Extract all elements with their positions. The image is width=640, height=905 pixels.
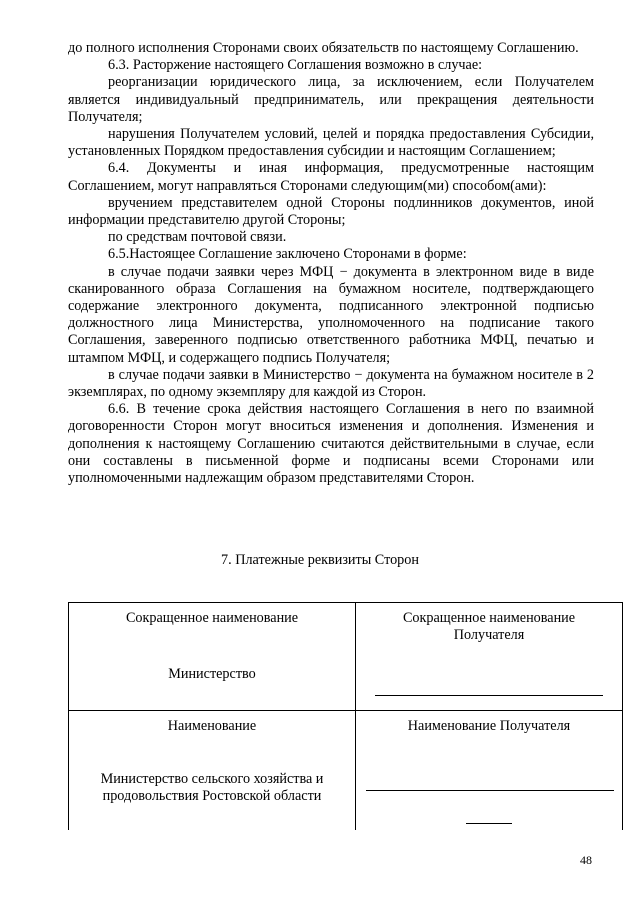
signature-blank-line <box>375 694 603 696</box>
ministry-short-name: Министерство <box>168 666 256 683</box>
blank-line <box>366 789 614 791</box>
blank-line-short <box>466 822 512 824</box>
agreement-body-text <box>68 40 594 487</box>
paragraph: до полного исполнения Сторонами своих обязательств по настоящему Соглашению. <box>68 40 579 56</box>
paragraph: вручением представителем одной Стороны подлинников документов, иной информации представителю другой Стороны; <box>68 194 594 229</box>
table-cell <box>69 711 356 830</box>
page-number: 48 <box>580 853 592 867</box>
paragraph: 6.3. Расторжение настоящего Соглашения возможно в случае: <box>108 57 483 74</box>
recipient-name-label: Наименование Получателя <box>407 718 571 734</box>
table-row <box>69 711 623 830</box>
paragraph: в случае подачи заявки через МФЦ − документа в электронном виде в виде сканированного образа Соглашения на бумажном носителе, подтверждающего содержание электронного документа, подписанного электронной подписью должностного лица Министерства, уполномоченного на подписание такого Соглашения, заверенного подписью ответственного работника МФЦ, печатью и штампом МФЦ, и содержащего подпись Получателя; <box>68 263 594 366</box>
paragraph: реорганизации юридического лица, за исключением, если Получателем является индивидуальный предприниматель, или прекращения деятельности Получателя; <box>68 74 594 125</box>
name-label: Наименование <box>167 718 257 734</box>
table-cell <box>69 603 356 711</box>
short-name-label: Сокращенное наименование <box>125 610 299 626</box>
paragraph: 6.4. Документы и иная информация, предусмотренные настоящим Соглашением, могут направляться Сторонами следующим(ми) способом(ами): <box>68 160 594 194</box>
paragraph: 6.6. В течение срока действия настоящего Соглашения в него по взаимной договоренности Сторон могут вноситься изменения и дополнения. Изменения и дополнения к настоящему Соглашению считаются действительными в случае, если они составлены в письменной форме и подписаны всеми Сторонами или уполномоченными надлежащим образом представителями Сторон. <box>68 401 594 487</box>
recipient-short-name-label: Сокращенное наименование Получателя <box>402 610 576 644</box>
section-heading: 7. Платежные реквизиты Сторон <box>221 552 419 568</box>
table-cell <box>356 603 623 711</box>
paragraph: нарушения Получателем условий, целей и порядка предоставления Субсидии, установленных Порядком предоставления субсидии и настоящим Соглашением; <box>68 126 594 160</box>
table-row <box>69 603 623 711</box>
paragraph: 6.5.Настоящее Соглашение заключено Сторонами в форме: <box>108 246 467 263</box>
ministry-full-name: Министерство сельского хозяйства и продовольствия Ростовской области <box>100 771 324 805</box>
table-cell <box>356 711 623 830</box>
payment-details-table <box>68 602 623 830</box>
paragraph: по средствам почтовой связи. <box>108 229 287 246</box>
paragraph: в случае подачи заявки в Министерство − документа на бумажном носителе в 2 экземплярах, по одному экземпляру для каждой из Сторон. <box>68 366 594 401</box>
